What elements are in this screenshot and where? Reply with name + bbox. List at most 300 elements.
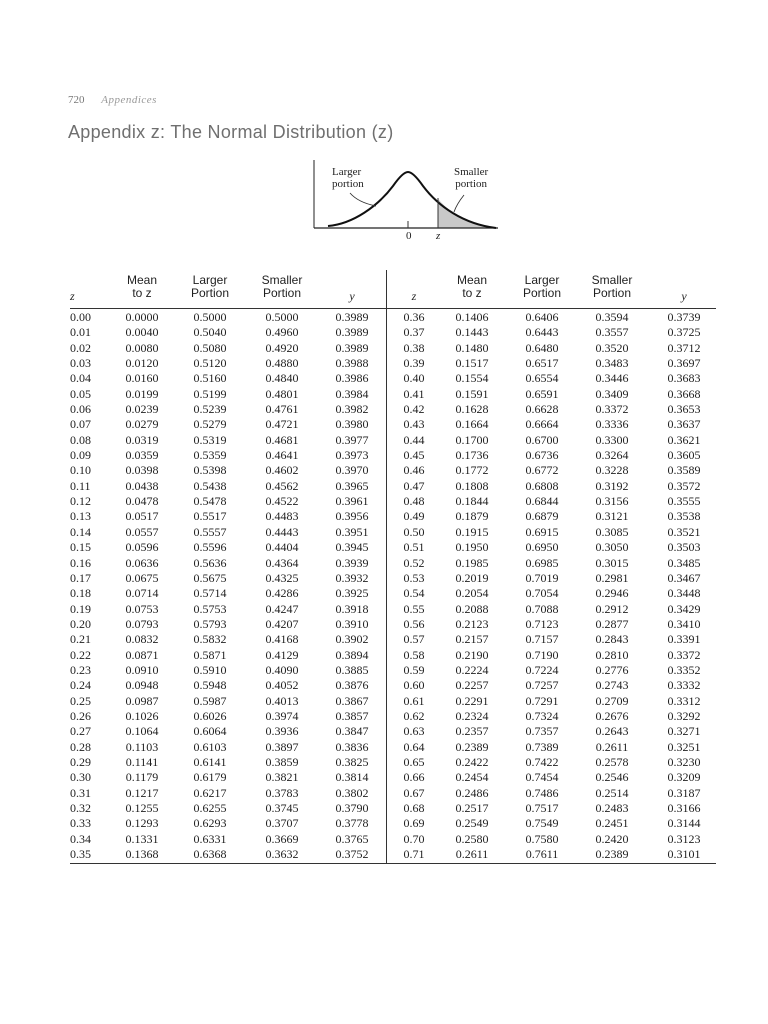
table-cell: 0.67 bbox=[403, 785, 425, 800]
table-cell: 0.2123 bbox=[455, 616, 489, 631]
table-cell: 0.2946 bbox=[595, 586, 629, 601]
table-cell: 0.43 bbox=[403, 417, 425, 432]
table-cell: 0.3594 bbox=[595, 310, 629, 324]
table-cell: 0.5910 bbox=[193, 662, 227, 677]
table-cell: 0.35 bbox=[70, 847, 91, 862]
table-cell: 0.1879 bbox=[455, 509, 489, 524]
table-cell: 0.3825 bbox=[335, 754, 369, 769]
table-cell: 0.1406 bbox=[455, 310, 489, 324]
table-cell: 0.3790 bbox=[335, 801, 369, 815]
table-cell: 0.65 bbox=[403, 754, 425, 769]
table-cell: 0.3251 bbox=[667, 739, 701, 754]
table-cell: 0.6179 bbox=[193, 770, 227, 785]
table-cell: 0.0199 bbox=[125, 386, 159, 401]
table-row bbox=[70, 740, 716, 755]
table-cell: 0.5239 bbox=[193, 402, 227, 417]
table-cell: 0.2451 bbox=[595, 816, 629, 831]
table-cell: 0.1217 bbox=[125, 785, 159, 800]
table-cell: 0.5557 bbox=[193, 524, 227, 539]
table-row bbox=[70, 371, 716, 386]
table-cell: 0.3538 bbox=[667, 509, 701, 524]
table-cell: 0.58 bbox=[403, 647, 425, 662]
table-cell: 0.3945 bbox=[335, 540, 369, 555]
table-row bbox=[70, 540, 716, 555]
table-cell: 0.3292 bbox=[667, 708, 701, 723]
table-cell: 0.3885 bbox=[335, 662, 369, 677]
table-cell: 0.1664 bbox=[455, 417, 489, 432]
page-title: Appendix z: The Normal Distribution (z) bbox=[68, 122, 394, 142]
table-row bbox=[70, 479, 716, 494]
page-number: 720 bbox=[68, 94, 85, 106]
table-cell: 0.2912 bbox=[595, 601, 629, 616]
table-cell: 0.3446 bbox=[595, 371, 629, 386]
table-cell: 0.3521 bbox=[667, 524, 701, 539]
larger-portion-arrow bbox=[350, 193, 376, 206]
table-row bbox=[70, 663, 716, 678]
table-row bbox=[70, 325, 716, 340]
table-row bbox=[70, 586, 716, 601]
table-cell: 0.4247 bbox=[265, 601, 299, 616]
table-cell: 0.3988 bbox=[335, 356, 369, 371]
table-cell: 0.3166 bbox=[667, 801, 701, 815]
table-cell: 0.3668 bbox=[667, 386, 701, 401]
table-cell: 0.4325 bbox=[265, 570, 299, 585]
table-cell: 0.2422 bbox=[455, 754, 489, 769]
table-cell: 0.08 bbox=[70, 432, 91, 447]
table-cell: 0.3589 bbox=[667, 463, 701, 478]
table-cell: 0.70 bbox=[403, 831, 425, 846]
table-cell: 0.5871 bbox=[193, 647, 227, 662]
table-cell: 0.0239 bbox=[125, 402, 159, 417]
table-cell: 0.0871 bbox=[125, 647, 159, 662]
table-row bbox=[70, 494, 716, 509]
table-cell: 0.12 bbox=[70, 494, 91, 509]
table-cell: 0.0517 bbox=[125, 509, 159, 524]
table-cell: 0.1554 bbox=[455, 371, 489, 386]
table-cell: 0.2611 bbox=[455, 847, 489, 862]
table-cell: 0.04 bbox=[70, 371, 91, 386]
table-cell: 0.5596 bbox=[193, 540, 227, 555]
table-row bbox=[70, 648, 716, 663]
table-row bbox=[70, 417, 716, 432]
table-cell: 0.3989 bbox=[335, 325, 369, 340]
table-cell: 0.5753 bbox=[193, 601, 227, 616]
table-cell: 0.0080 bbox=[125, 340, 159, 355]
table-cell: 0.45 bbox=[403, 448, 425, 463]
table-cell: 0.0596 bbox=[125, 540, 159, 555]
table-cell: 0.4880 bbox=[265, 356, 299, 371]
header-z-left: z bbox=[70, 289, 75, 303]
table-row bbox=[70, 463, 716, 478]
table-cell: 0.3467 bbox=[667, 570, 701, 585]
table-cell: 0.5359 bbox=[193, 448, 227, 463]
table-cell: 0.68 bbox=[403, 801, 425, 815]
table-cell: 0.3572 bbox=[667, 478, 701, 493]
table-cell: 0.2454 bbox=[455, 770, 489, 785]
table-cell: 0.7123 bbox=[525, 616, 559, 631]
table-cell: 0.49 bbox=[403, 509, 425, 524]
table-cell: 0.21 bbox=[70, 632, 91, 647]
table-cell: 0.7422 bbox=[525, 754, 559, 769]
table-cell: 0.56 bbox=[403, 616, 425, 631]
table-cell: 0.3932 bbox=[335, 570, 369, 585]
table-cell: 0.1026 bbox=[125, 708, 159, 723]
table-cell: 0.5319 bbox=[193, 432, 227, 447]
table-cell: 0.0120 bbox=[125, 356, 159, 371]
table-cell: 0.3372 bbox=[667, 647, 701, 662]
table-row bbox=[70, 847, 716, 862]
table-cell: 0.62 bbox=[403, 708, 425, 723]
table-cell: 0.3485 bbox=[667, 555, 701, 570]
table-cell: 0.6517 bbox=[525, 356, 559, 371]
table-row bbox=[70, 310, 716, 325]
table-cell: 0.7054 bbox=[525, 586, 559, 601]
table-cell: 0.2357 bbox=[455, 724, 489, 739]
table-row bbox=[70, 525, 716, 540]
table-cell: 0.00 bbox=[70, 310, 91, 324]
table-cell: 0.25 bbox=[70, 693, 91, 708]
table-cell: 0.3867 bbox=[335, 693, 369, 708]
table-cell: 0.3230 bbox=[667, 754, 701, 769]
table-cell: 0.3956 bbox=[335, 509, 369, 524]
table-cell: 0.4721 bbox=[265, 417, 299, 432]
table-cell: 0.4522 bbox=[265, 494, 299, 509]
table-row bbox=[70, 632, 716, 647]
table-cell: 0.0675 bbox=[125, 570, 159, 585]
table-cell: 0.3300 bbox=[595, 432, 629, 447]
header-y-left: y bbox=[349, 289, 355, 303]
table-cell: 0.1141 bbox=[125, 754, 159, 769]
table-cell: 0.3970 bbox=[335, 463, 369, 478]
normal-curve-figure bbox=[308, 158, 508, 250]
table-cell: 0.6293 bbox=[193, 816, 227, 831]
table-cell: 0.38 bbox=[403, 340, 425, 355]
table-cell: 0.1368 bbox=[125, 847, 159, 862]
table-row bbox=[70, 356, 716, 371]
normal-distribution-table bbox=[70, 268, 716, 864]
table-cell: 0.4562 bbox=[265, 478, 299, 493]
table-cell: 0.3783 bbox=[265, 785, 299, 800]
table-cell: 0.10 bbox=[70, 463, 91, 478]
table-cell: 0.1064 bbox=[125, 724, 159, 739]
table-cell: 0.2546 bbox=[595, 770, 629, 785]
table-cell: 0.5517 bbox=[193, 509, 227, 524]
table-cell: 0.1844 bbox=[455, 494, 489, 509]
table-cell: 0.6554 bbox=[525, 371, 559, 386]
table-cell: 0.3015 bbox=[595, 555, 629, 570]
table-row bbox=[70, 801, 716, 816]
table-body bbox=[70, 310, 716, 862]
table-cell: 0.32 bbox=[70, 801, 91, 815]
table-cell: 0.7517 bbox=[525, 801, 559, 815]
table-cell: 0.3939 bbox=[335, 555, 369, 570]
table-cell: 0.3986 bbox=[335, 371, 369, 386]
table-cell: 0.3910 bbox=[335, 616, 369, 631]
smaller-portion-arrow bbox=[454, 195, 464, 212]
table-cell: 0.34 bbox=[70, 831, 91, 846]
table-cell: 0.3989 bbox=[335, 310, 369, 324]
table-row bbox=[70, 602, 716, 617]
table-cell: 0.2389 bbox=[455, 739, 489, 754]
table-cell: 0.7190 bbox=[525, 647, 559, 662]
table-cell: 0.0557 bbox=[125, 524, 159, 539]
table-cell: 0.3209 bbox=[667, 770, 701, 785]
table-cell: 0.6368 bbox=[193, 847, 227, 862]
table-row bbox=[70, 724, 716, 739]
smaller-portion-label: Smaller portion bbox=[454, 166, 489, 190]
table-cell: 0.47 bbox=[403, 478, 425, 493]
table-cell: 0.3632 bbox=[265, 847, 299, 862]
table-cell: 0.2517 bbox=[455, 801, 489, 815]
header-y-right: y bbox=[681, 289, 687, 303]
table-cell: 0.3821 bbox=[265, 770, 299, 785]
table-row bbox=[70, 786, 716, 801]
table-cell: 0.6915 bbox=[525, 524, 559, 539]
table-row bbox=[70, 556, 716, 571]
table-cell: 0.2643 bbox=[595, 724, 629, 739]
table-cell: 0.5000 bbox=[265, 310, 299, 324]
table-cell: 0.2486 bbox=[455, 785, 489, 800]
table-cell: 0.5675 bbox=[193, 570, 227, 585]
table-cell: 0.4801 bbox=[265, 386, 299, 401]
header-mean-left: Mean to z bbox=[126, 273, 158, 300]
table-row bbox=[70, 709, 716, 724]
table-cell: 0.3876 bbox=[335, 678, 369, 693]
table-cell: 0.1950 bbox=[455, 540, 489, 555]
table-cell: 0.3228 bbox=[595, 463, 629, 478]
table-cell: 0.5478 bbox=[193, 494, 227, 509]
z-label: z bbox=[436, 230, 441, 242]
table-cell: 0.3332 bbox=[667, 678, 701, 693]
table-cell: 0.3669 bbox=[265, 831, 299, 846]
table-cell: 0.6700 bbox=[525, 432, 559, 447]
table-cell: 0.2776 bbox=[595, 662, 629, 677]
table-cell: 0.5832 bbox=[193, 632, 227, 647]
table-cell: 0.2877 bbox=[595, 616, 629, 631]
zero-label: 0 bbox=[406, 230, 412, 242]
table-cell: 0.6772 bbox=[525, 463, 559, 478]
table-cell: 0.3391 bbox=[667, 632, 701, 647]
table-cell: 0.3187 bbox=[667, 785, 701, 800]
header-larger-left: Larger Portion bbox=[190, 273, 230, 300]
table-cell: 0.4641 bbox=[265, 448, 299, 463]
table-cell: 0.2483 bbox=[595, 801, 629, 815]
table-cell: 0.4286 bbox=[265, 586, 299, 601]
table-cell: 0.2389 bbox=[595, 847, 629, 862]
table-cell: 0.3982 bbox=[335, 402, 369, 417]
table-cell: 0.4052 bbox=[265, 678, 299, 693]
table-cell: 0.03 bbox=[70, 356, 91, 371]
header-rule bbox=[70, 308, 716, 309]
table-cell: 0.52 bbox=[403, 555, 425, 570]
table-cell: 0.1591 bbox=[455, 386, 489, 401]
table-cell: 0.3989 bbox=[335, 340, 369, 355]
table-row bbox=[70, 341, 716, 356]
table-cell: 0.4443 bbox=[265, 524, 299, 539]
table-cell: 0.2810 bbox=[595, 647, 629, 662]
table-cell: 0.57 bbox=[403, 632, 425, 647]
table-cell: 0.1480 bbox=[455, 340, 489, 355]
table-cell: 0.0793 bbox=[125, 616, 159, 631]
table-cell: 0.3977 bbox=[335, 432, 369, 447]
table-cell: 0.36 bbox=[403, 310, 425, 324]
table-cell: 0.0832 bbox=[125, 632, 159, 647]
table-cell: 0.1103 bbox=[125, 739, 159, 754]
table-cell: 0.54 bbox=[403, 586, 425, 601]
table-cell: 0.6808 bbox=[525, 478, 559, 493]
table-cell: 0.0478 bbox=[125, 494, 159, 509]
table-cell: 0.6406 bbox=[525, 310, 559, 324]
table-cell: 0.1628 bbox=[455, 402, 489, 417]
table-cell: 0.3918 bbox=[335, 601, 369, 616]
table-cell: 0.3707 bbox=[265, 816, 299, 831]
table-cell: 0.06 bbox=[70, 402, 91, 417]
table-row bbox=[70, 509, 716, 524]
table-cell: 0.3050 bbox=[595, 540, 629, 555]
table-cell: 0.1700 bbox=[455, 432, 489, 447]
table-cell: 0.5199 bbox=[193, 386, 227, 401]
table-cell: 0.30 bbox=[70, 770, 91, 785]
table-cell: 0.27 bbox=[70, 724, 91, 739]
table-cell: 0.7454 bbox=[525, 770, 559, 785]
table-cell: 0.3683 bbox=[667, 371, 701, 386]
table-cell: 0.6628 bbox=[525, 402, 559, 417]
table-cell: 0.0948 bbox=[125, 678, 159, 693]
table-cell: 0.3503 bbox=[667, 540, 701, 555]
table-cell: 0.02 bbox=[70, 340, 91, 355]
table-cell: 0.4207 bbox=[265, 616, 299, 631]
table-cell: 0.6879 bbox=[525, 509, 559, 524]
table-cell: 0.6443 bbox=[525, 325, 559, 340]
table-cell: 0.5000 bbox=[193, 310, 227, 324]
bottom-rule bbox=[70, 863, 716, 864]
table-cell: 0.3555 bbox=[667, 494, 701, 509]
table-cell: 0.3936 bbox=[265, 724, 299, 739]
table-row bbox=[70, 402, 716, 417]
table-cell: 0.5040 bbox=[193, 325, 227, 340]
table-cell: 0.7357 bbox=[525, 724, 559, 739]
table-cell: 0.4364 bbox=[265, 555, 299, 570]
table-cell: 0.7580 bbox=[525, 831, 559, 846]
table-cell: 0.2743 bbox=[595, 678, 629, 693]
table-cell: 0.3336 bbox=[595, 417, 629, 432]
table-row bbox=[70, 571, 716, 586]
table-cell: 0.3101 bbox=[667, 847, 701, 862]
table-cell: 0.40 bbox=[403, 371, 425, 386]
running-head-section: Appendices bbox=[101, 94, 157, 106]
table-cell: 0.6255 bbox=[193, 801, 227, 815]
table-cell: 0.3448 bbox=[667, 586, 701, 601]
table-cell: 0.7611 bbox=[525, 847, 559, 862]
table-row bbox=[70, 387, 716, 402]
table-cell: 0.3725 bbox=[667, 325, 701, 340]
table-cell: 0.11 bbox=[70, 478, 91, 493]
table-cell: 0.7157 bbox=[525, 632, 559, 647]
table-cell: 0.60 bbox=[403, 678, 425, 693]
table-cell: 0.2190 bbox=[455, 647, 489, 662]
table-cell: 0.2580 bbox=[455, 831, 489, 846]
table-cell: 0.5279 bbox=[193, 417, 227, 432]
table-cell: 0.4404 bbox=[265, 540, 299, 555]
table-cell: 0.2257 bbox=[455, 678, 489, 693]
table-cell: 0.2676 bbox=[595, 708, 629, 723]
table-cell: 0.7549 bbox=[525, 816, 559, 831]
table-cell: 0.55 bbox=[403, 601, 425, 616]
table-cell: 0.2420 bbox=[595, 831, 629, 846]
shaded-smaller-portion bbox=[438, 199, 496, 228]
table-cell: 0.66 bbox=[403, 770, 425, 785]
table-cell: 0.3312 bbox=[667, 693, 701, 708]
table-cell: 0.44 bbox=[403, 432, 425, 447]
table-cell: 0.28 bbox=[70, 739, 91, 754]
table-cell: 0.6141 bbox=[193, 754, 227, 769]
table-cell: 0.3121 bbox=[595, 509, 629, 524]
table-cell: 0.4483 bbox=[265, 509, 299, 524]
table-cell: 0.64 bbox=[403, 739, 425, 754]
table-cell: 0.1443 bbox=[455, 325, 489, 340]
table-row bbox=[70, 755, 716, 770]
table-cell: 0.1736 bbox=[455, 448, 489, 463]
table-cell: 0.39 bbox=[403, 356, 425, 371]
table-cell: 0.0319 bbox=[125, 432, 159, 447]
table-cell: 0.4960 bbox=[265, 325, 299, 340]
table-cell: 0.0398 bbox=[125, 463, 159, 478]
table-cell: 0.3429 bbox=[667, 601, 701, 616]
table-cell: 0.7389 bbox=[525, 739, 559, 754]
table-cell: 0.1772 bbox=[455, 463, 489, 478]
table-cell: 0.5636 bbox=[193, 555, 227, 570]
table-cell: 0.1293 bbox=[125, 816, 159, 831]
table-cell: 0.3144 bbox=[667, 816, 701, 831]
table-cell: 0.3697 bbox=[667, 356, 701, 371]
table-row bbox=[70, 816, 716, 831]
table-cell: 0.3778 bbox=[335, 816, 369, 831]
table-cell: 0.41 bbox=[403, 386, 425, 401]
table-cell: 0.3745 bbox=[265, 801, 299, 815]
table-cell: 0.4840 bbox=[265, 371, 299, 386]
table-cell: 0.3410 bbox=[667, 616, 701, 631]
table-cell: 0.22 bbox=[70, 647, 91, 662]
table-cell: 0.14 bbox=[70, 524, 91, 539]
table-cell: 0.7486 bbox=[525, 785, 559, 800]
table-cell: 0.4920 bbox=[265, 340, 299, 355]
table-cell: 0.1808 bbox=[455, 478, 489, 493]
table-cell: 0.4090 bbox=[265, 662, 299, 677]
table-cell: 0.15 bbox=[70, 540, 91, 555]
table-cell: 0.5120 bbox=[193, 356, 227, 371]
table-cell: 0.24 bbox=[70, 678, 91, 693]
table-cell: 0.0636 bbox=[125, 555, 159, 570]
table-row bbox=[70, 678, 716, 693]
table-cell: 0.3859 bbox=[265, 754, 299, 769]
table-cell: 0.6950 bbox=[525, 540, 559, 555]
table-cell: 0.48 bbox=[403, 494, 425, 509]
table-cell: 0.17 bbox=[70, 570, 91, 585]
table-cell: 0.31 bbox=[70, 785, 91, 800]
table-row bbox=[70, 832, 716, 847]
table-cell: 0.16 bbox=[70, 555, 91, 570]
table-cell: 0.3802 bbox=[335, 785, 369, 800]
table-cell: 0.0000 bbox=[125, 310, 159, 324]
table-cell: 0.3973 bbox=[335, 448, 369, 463]
table-cell: 0.4761 bbox=[265, 402, 299, 417]
table-cell: 0.61 bbox=[403, 693, 425, 708]
table-cell: 0.20 bbox=[70, 616, 91, 631]
table-cell: 0.3557 bbox=[595, 325, 629, 340]
table-cell: 0.3605 bbox=[667, 448, 701, 463]
table-cell: 0.7291 bbox=[525, 693, 559, 708]
table-row bbox=[70, 433, 716, 448]
